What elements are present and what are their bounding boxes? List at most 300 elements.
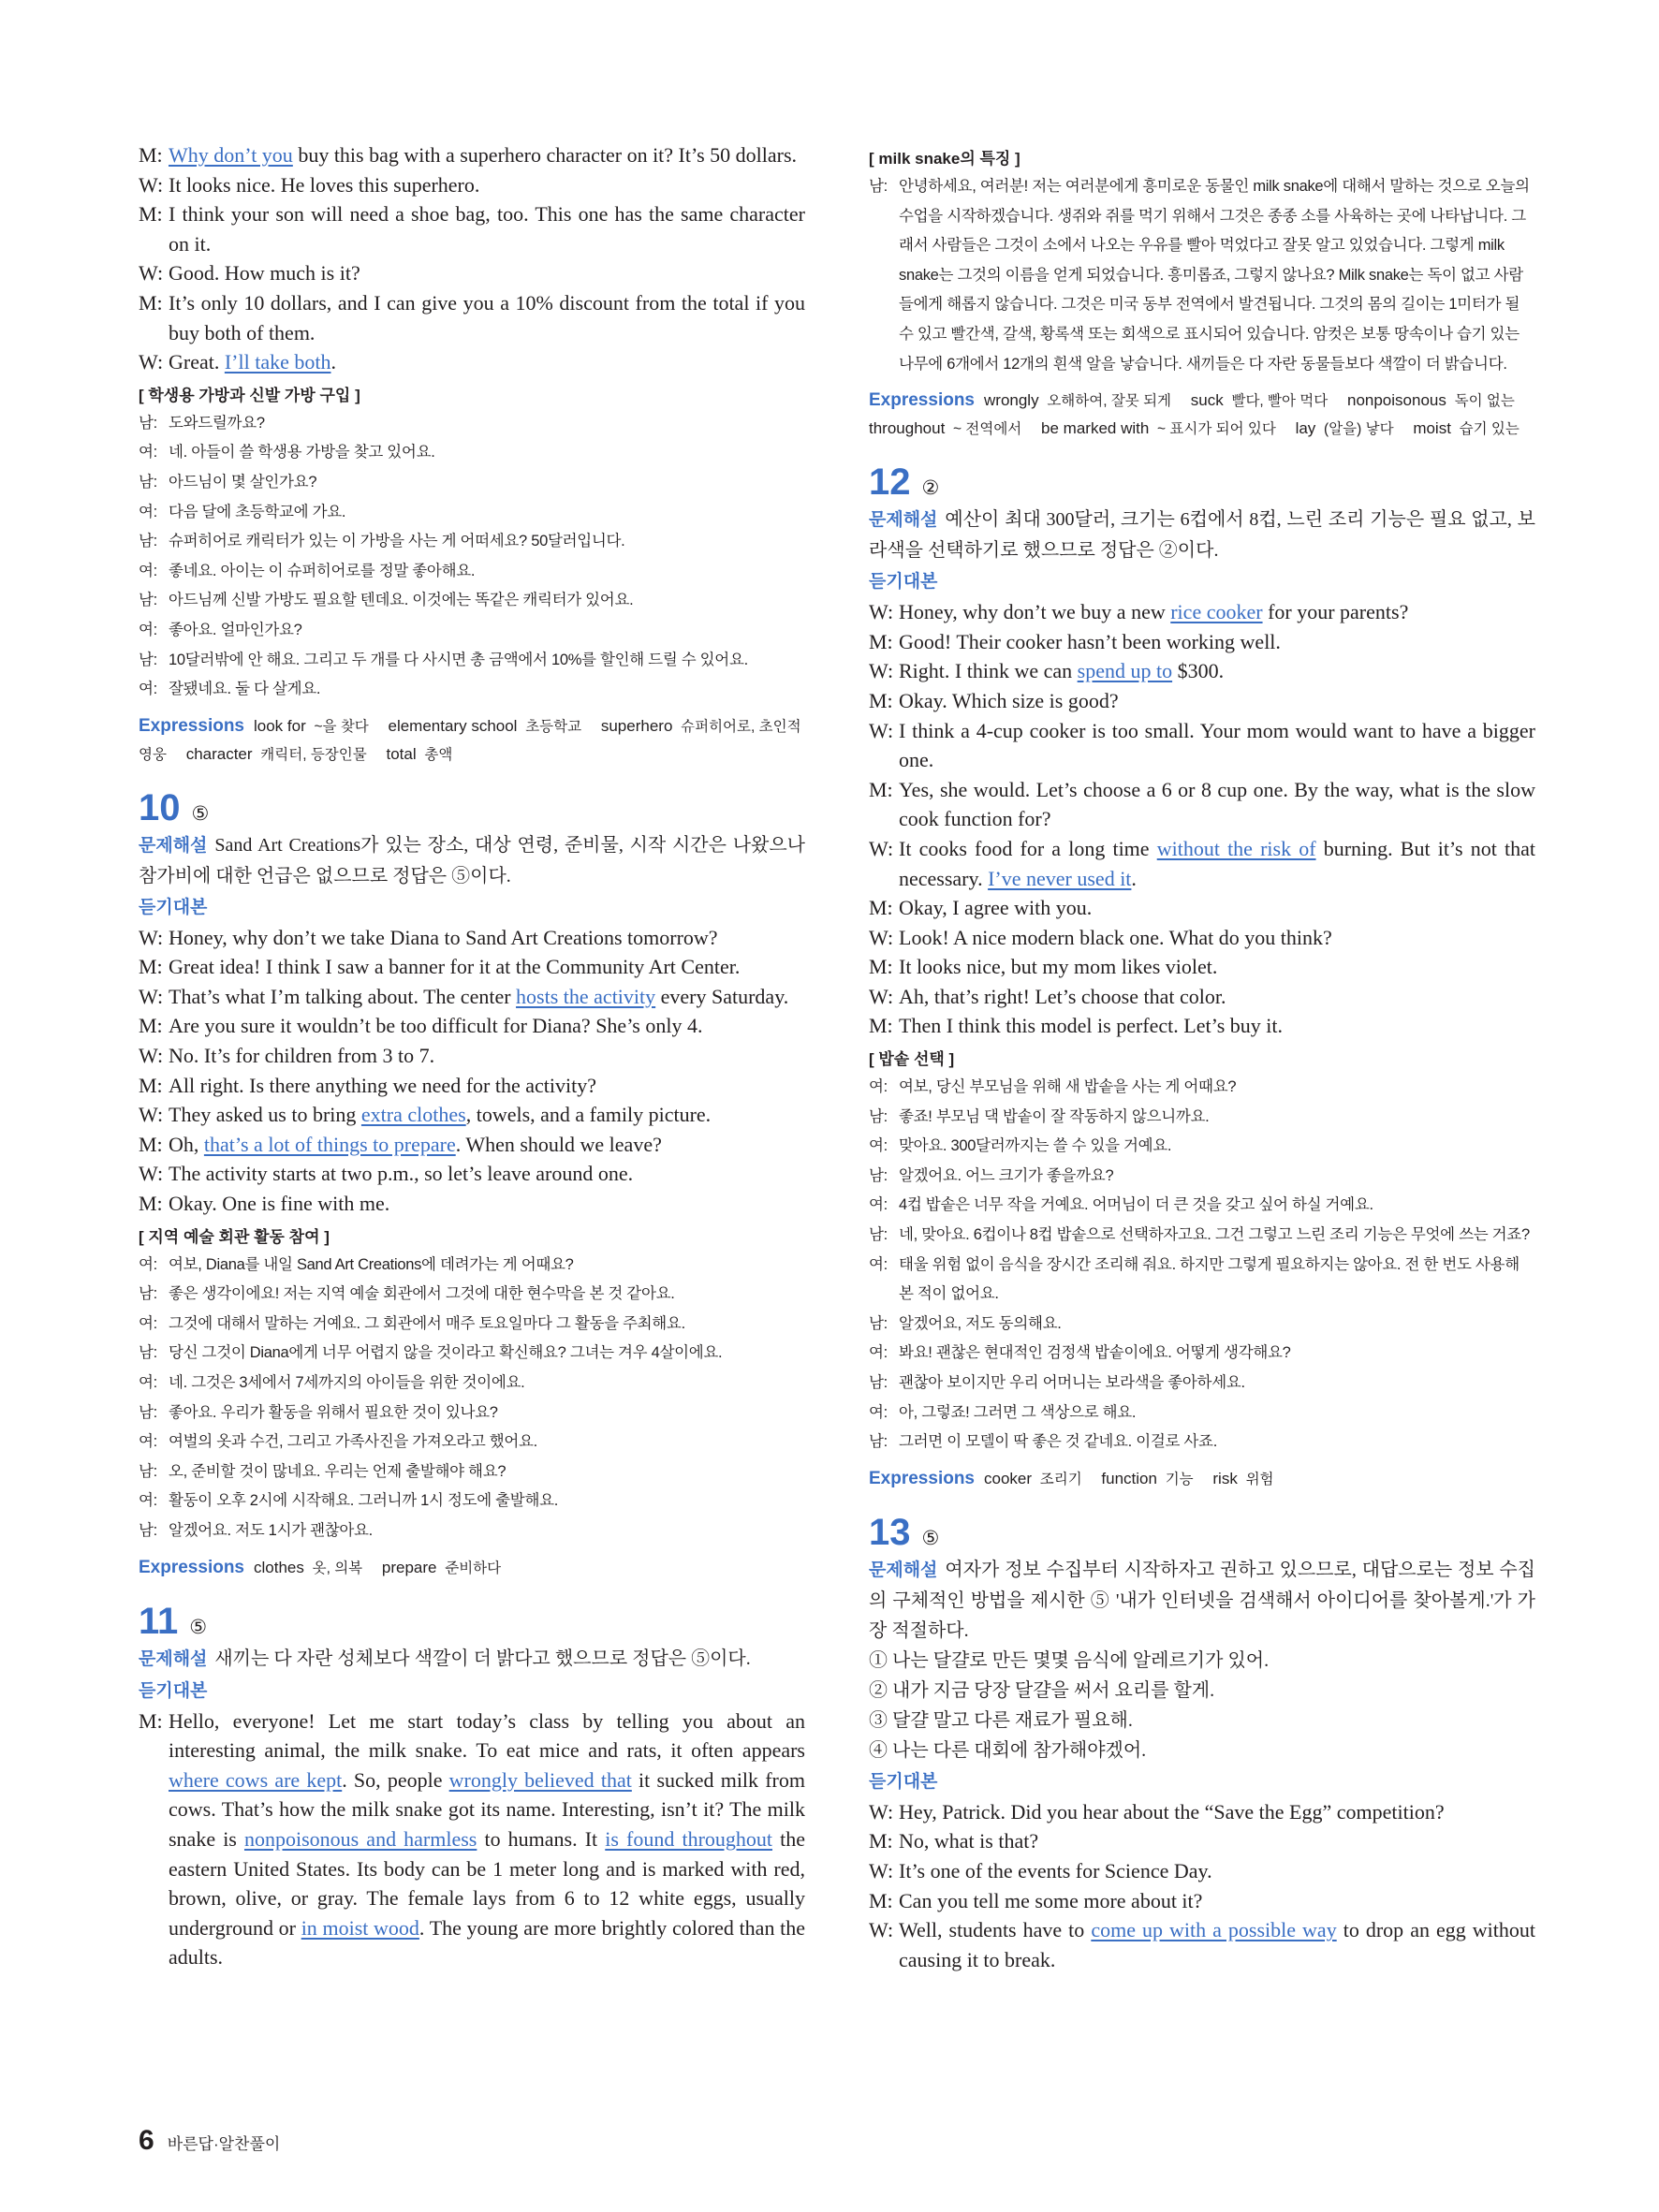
speaker-label: M: [139, 202, 163, 227]
text-run: Look! A nice modern black one. What do you think? [899, 925, 1332, 949]
translation-line [139, 468, 805, 498]
expression-meaning: 습기 있는 [1459, 421, 1520, 438]
translation-text: 여벌의 옷과 수건, 그리고 가족사진을 가져오라고 했어요. [169, 1433, 537, 1451]
text-run: Honey, why don’t we take Diana to Sand Art Creations tomorrow? [169, 925, 718, 949]
dialogue-text [899, 656, 1535, 686]
translation-text: 좋은 생각이에요! 저는 지역 예술 회관에서 그것에 대한 현수막을 본 것 같아요. [169, 1285, 675, 1303]
translation-line [139, 1487, 805, 1516]
text-run: No, what is that? [899, 1829, 1039, 1853]
speaker-label: W: [869, 1799, 894, 1824]
dialogue-line [869, 1011, 1535, 1041]
dialogue-line [869, 597, 1535, 627]
speaker-label: 여: [139, 1255, 157, 1273]
expressions-box [869, 387, 1535, 443]
text-run: It cooks food for a long time [899, 836, 1157, 860]
translation-line [139, 616, 805, 646]
speaker-label: W: [139, 925, 164, 949]
speaker-label: M: [869, 896, 893, 920]
text-run: Hey, Patrick. Did you hear about the “Save the Egg” competition? [899, 1799, 1445, 1824]
translation-text: 괜찮아 보이지만 우리 어머니는 보라색을 좋아하세요. [899, 1374, 1245, 1391]
key-phrase: nonpoisonous and harmless [243, 1826, 477, 1851]
translation-line [139, 1310, 805, 1340]
dialogue-text [899, 716, 1535, 775]
speaker-label: 남: [139, 414, 157, 432]
translation-line [869, 1103, 1535, 1133]
speaker-label: M: [139, 1132, 163, 1156]
text-run: burning. But it’s not that necessary. [899, 836, 1535, 890]
text-run: every Saturday. [655, 984, 789, 1008]
dialogue-text [169, 1100, 805, 1130]
dialogue-text [169, 140, 805, 170]
speaker-label: 남: [869, 1433, 888, 1451]
speaker-label: 여: [869, 1255, 888, 1273]
speaker-label: 남: [869, 178, 888, 195]
text-run: The activity starts at two p.m., so let’s leave around one. [169, 1162, 634, 1186]
dialogue-line [869, 627, 1535, 657]
question-number: 12 [869, 461, 911, 504]
expressions-label: Expressions [139, 715, 244, 736]
speaker-label: 남: [869, 1226, 888, 1244]
speaker-label: 여: [139, 562, 157, 579]
translation-line [869, 1251, 1535, 1310]
translation-text: 좋네요. 아이는 이 슈퍼히어로를 정말 좋아해요. [169, 562, 476, 579]
script-label: 듣기대본 [139, 1680, 208, 1701]
expression-meaning: 옷, 의복 [312, 1560, 363, 1576]
expression-meaning: 위험 [1245, 1471, 1274, 1487]
question-header [869, 460, 1535, 505]
page-footer [139, 2125, 280, 2157]
translation-line [869, 1369, 1535, 1399]
speaker-label: M: [139, 1073, 163, 1097]
dialogue-line [139, 288, 805, 347]
expression-meaning: 오해하여, 잘못 되게 [1047, 393, 1172, 410]
expression-term: cooker [984, 1469, 1033, 1487]
translation-line [139, 586, 805, 616]
dialogue-text [899, 1856, 1535, 1886]
key-phrase: that’s a lot of things to prepare [203, 1132, 456, 1156]
speaker-label: 남: [139, 533, 157, 550]
translation-text: 그것에 대해서 말하는 거예요. 그 회관에서 매주 토요일마다 그 활동을 주최해요. [169, 1314, 685, 1332]
expression-term: character [185, 744, 253, 763]
translation-line [139, 409, 805, 439]
translation-text: 좋죠! 부모님 댁 밥솥이 잘 작동하지 않으니까요. [899, 1107, 1210, 1125]
speaker-label: M: [139, 955, 163, 979]
dialogue-text [899, 597, 1535, 627]
text-run: I think your son will need a shoe bag, too. This one has the same character on it. [169, 202, 805, 256]
speaker-label: 여: [139, 1433, 157, 1451]
speaker-label: W: [139, 1162, 164, 1186]
expression-meaning: ~ 전역에서 [953, 421, 1022, 438]
expression-meaning: 캐릭터, 등장인물 [260, 746, 367, 763]
speaker-label: 남: [869, 1107, 888, 1125]
expressions-box [869, 1465, 1535, 1493]
speaker-label: 남: [139, 1403, 157, 1421]
speaker-label: 남: [139, 592, 157, 609]
text-run: Honey, why don’t we buy a new [899, 600, 1171, 624]
translation-text: 아드님께 신발 가방도 필요할 텐데요. 이것에는 똑같은 캐릭터가 있어요. [169, 592, 634, 609]
key-phrase: Why don’t you [169, 143, 293, 167]
speaker-label: W: [869, 836, 894, 860]
speaker-label: W: [869, 600, 894, 624]
expression-term: risk [1212, 1469, 1238, 1487]
key-phrase: wrongly believed that [448, 1767, 632, 1792]
dialogue-text [899, 1915, 1535, 1974]
expression-term: elementary school [388, 716, 518, 735]
speaker-label: M: [869, 955, 893, 979]
translation-line [139, 1516, 805, 1546]
page-number: 6 [139, 2125, 154, 2156]
translation-line [869, 1191, 1535, 1221]
speaker-label: M: [869, 688, 893, 712]
dialogue-line [869, 656, 1535, 686]
translation-text: 잘됐네요. 둘 다 살게요. [169, 681, 321, 698]
translation-text: 네. 아들이 쓸 학생용 가방을 찾고 있어요. [169, 444, 435, 461]
text-run: Yes, she would. Let’s choose a 6 or 8 cup one. By the way, what is the slow cook function for? [899, 777, 1535, 831]
script-label: 듣기대본 [139, 897, 208, 917]
script-label: 듣기대본 [869, 1771, 938, 1792]
translation-line [139, 675, 805, 705]
text-run: Good! Their cooker hasn’t been working well. [899, 629, 1281, 653]
translation-line [139, 646, 805, 676]
speaker-label: W: [139, 350, 164, 374]
explanation-label: 문제해설 [139, 1648, 208, 1669]
answer-option: ③ 달걀 말고 다른 재료가 필요해. [869, 1709, 1133, 1731]
section-heading: [ 학생용 가방과 신발 가방 구입 ] [139, 386, 360, 404]
explanation-text: Sand Art Creations가 있는 장소, 대상 연령, 준비물, 시작 시간은 나왔으나 참가비에 대한 언급은 없으므로 정답은 ⑤이다. [139, 834, 805, 886]
translation-text: 4컵 밥솥은 너무 작을 거예요. 어머님이 더 큰 것을 갖고 싶어 하실 거예요. [899, 1196, 1373, 1214]
speaker-label: W: [139, 1044, 164, 1068]
answer-mark: ⑤ [921, 1526, 940, 1549]
speaker-label: M: [139, 1708, 163, 1733]
dialogue-text [899, 627, 1535, 657]
script-label: 듣기대본 [869, 572, 938, 593]
dialogue-line [139, 258, 805, 288]
text-run: to drop an egg without causing it to break. [899, 1918, 1535, 1971]
speaker-label: W: [869, 984, 894, 1008]
dialogue-text [169, 1189, 805, 1219]
translation-text: 당신 그것이 Diana에게 너무 어렵지 않을 것이라고 확신해요? 그녀는 겨우 4살이에요. [169, 1344, 723, 1362]
translation-line [139, 1399, 805, 1428]
translation-line [869, 1221, 1535, 1251]
dialogue-line [139, 1707, 805, 1972]
dialogue-line [869, 1886, 1535, 1916]
translation-line [139, 1428, 805, 1458]
translation-line [139, 1458, 805, 1487]
speaker-label: 남: [139, 473, 157, 491]
text-run: Well, students have to [899, 1918, 1092, 1942]
text-run: Hello, everyone! Let me start today’s class by telling you about an interesting animal, the milk snake. To eat mice and rats, it often appears [169, 1708, 805, 1763]
translation-text: 알겠어요. 저도 1시가 괜찮아요. [169, 1521, 373, 1539]
speaker-label: W: [869, 925, 894, 949]
key-phrase: without the risk of [1156, 836, 1316, 860]
speaker-label: W: [869, 1918, 894, 1942]
dialogue-line [869, 716, 1535, 775]
translation-line [869, 1162, 1535, 1192]
speaker-label: W: [139, 1103, 164, 1127]
expression-term: suck [1190, 391, 1224, 410]
text-run: It’s one of the events for Science Day. [899, 1858, 1212, 1882]
text-run: I think a 4-cup cooker is too small. Your mom would want to have a bigger one. [899, 718, 1535, 772]
text-run: Great. [169, 350, 225, 374]
dialogue-text [899, 775, 1535, 834]
text-run: All right. Is there anything we need for the activity? [169, 1073, 596, 1097]
expressions-label: Expressions [869, 390, 975, 411]
text-run: Are you sure it wouldn’t be too difficult for Diana? She’s only 4. [169, 1014, 703, 1038]
key-phrase: I’ve never used it [988, 866, 1132, 890]
explanation-text: 예산이 최대 300달러, 크기는 6컵에서 8컵, 느린 조리 기능은 필요 없고, 보라색을 선택하기로 했으므로 정답은 ②이다. [869, 509, 1535, 562]
dialogue-line [869, 1856, 1535, 1886]
translation-text: 그러면 이 모델이 딱 좋은 것 같네요. 이걸로 사죠. [899, 1433, 1217, 1451]
speaker-label: 남: [139, 1285, 157, 1303]
dialogue-text [899, 1011, 1535, 1041]
translation-line [869, 1132, 1535, 1162]
key-phrase: spend up to [1077, 659, 1173, 683]
answer-mark: ⑤ [189, 1615, 208, 1638]
text-run: , towels, and a family picture. [465, 1103, 712, 1127]
explanation [869, 1555, 1535, 1646]
speaker-label: 여: [139, 503, 157, 520]
dialogue-line [139, 923, 805, 953]
text-run: Okay. One is fine with me. [169, 1192, 390, 1216]
text-run: It’s only 10 dollars, and I can give you a 10% discount from the total if you buy both of them. [169, 290, 805, 344]
expression-term: be marked with [1041, 419, 1150, 438]
translation-line [869, 1428, 1535, 1458]
expression-meaning: ~을 찾다 [314, 718, 369, 735]
speaker-label: 남: [139, 651, 157, 668]
dialogue-line [869, 686, 1535, 716]
translation-line [139, 1251, 805, 1281]
left-column [139, 140, 805, 1972]
dialogue-text [899, 1826, 1535, 1856]
explanation-text: 여자가 정보 수집부터 시작하자고 권하고 있으므로, 대답으로는 정보 수집의 구체적인 방법을 제시한 ⑤ '내가 인터넷을 검색해서 아이디어를 찾아볼게.'가 가장 적절하다. [869, 1559, 1535, 1641]
translation-text: 아, 그렇죠! 그러면 그 색상으로 해요. [899, 1403, 1137, 1421]
speaker-label: M: [869, 629, 893, 653]
section-heading: [ 지역 예술 회관 활동 참여 ] [139, 1227, 330, 1246]
dialogue-line [869, 893, 1535, 923]
text-run: Oh, [169, 1132, 204, 1156]
dialogue-line [869, 1797, 1535, 1827]
expression-term: moist [1413, 419, 1451, 438]
dialogue-line [869, 923, 1535, 953]
expression-meaning: 총액 [424, 746, 453, 763]
dialogue-text [899, 952, 1535, 982]
expression-term: lay [1295, 419, 1316, 438]
dialogue-line [869, 1826, 1535, 1856]
speaker-label: W: [139, 172, 164, 197]
translation-text: 10달러밖에 안 해요. 그리고 두 개를 다 사시면 총 금액에서 10%를 할인해 드릴 수 있어요. [169, 651, 748, 668]
dialogue-line [869, 982, 1535, 1012]
section-heading: [ milk snake의 특징 ] [869, 150, 1020, 168]
text-run: Can you tell me some more about it? [899, 1888, 1203, 1912]
text-run: Ah, that’s right! Let’s choose that color. [899, 984, 1226, 1008]
text-run: . [1131, 866, 1137, 890]
dialogue-line [869, 952, 1535, 982]
speaker-label: M: [139, 143, 163, 167]
translation-line [869, 1073, 1535, 1103]
question-number: 10 [139, 786, 181, 828]
speaker-label: W: [139, 984, 164, 1008]
speaker-label: M: [139, 1192, 163, 1216]
answer-option: ① 나는 달걀로 만든 몇몇 음식에 알레르기가 있어. [869, 1649, 1270, 1671]
key-phrase: rice cooker [1170, 600, 1263, 624]
dialogue-text [899, 1886, 1535, 1916]
translation-text: 네, 맞아요. 6컵이나 8컵 밥솥으로 선택하자고요. 그건 그렇고 느린 조리 기능은 무엇에 쓰는 거죠? [899, 1226, 1530, 1244]
dialogue-text [899, 982, 1535, 1012]
speaker-label: M: [139, 1014, 163, 1038]
explanation-text: 새끼는 다 자란 성체보다 색깔이 더 밝다고 했으므로 정답은 ⑤이다. [214, 1648, 751, 1669]
text-run: It looks nice, but my mom likes violet. [899, 955, 1218, 979]
dialogue-line [139, 1189, 805, 1219]
dialogue-line [139, 1041, 805, 1071]
text-run: $300. [1172, 659, 1225, 683]
speaker-label: 남: [869, 1374, 888, 1391]
answer-mark: ⑤ [191, 801, 210, 825]
expression-meaning: 초등학교 [525, 718, 582, 735]
text-run: Then I think this model is perfect. Let’s buy it. [899, 1014, 1283, 1038]
dialogue-text [169, 1130, 805, 1160]
key-phrase: in moist wood [301, 1915, 419, 1940]
question-number: 13 [869, 1511, 911, 1553]
text-run: it sucked milk from cows. That’s how the milk snake got its name. Interesting, isn’t it? The milk snake is [169, 1767, 805, 1851]
expression-term: superhero [600, 716, 673, 735]
speaker-label: W: [869, 1858, 894, 1882]
text-run: the eastern United States. Its body can be 1 meter long and is marked with red, brown, olive, or gray. The female lays from 6 to 12 white eggs, usually underground or [169, 1826, 805, 1940]
translation-text: 여보, 당신 부모님을 위해 새 밥솥을 사는 게 어때요? [899, 1078, 1237, 1096]
text-run: Good. How much is it? [169, 261, 360, 286]
dialogue-line [139, 952, 805, 982]
expression-meaning: 준비하다 [445, 1560, 502, 1576]
translation-text: 슈퍼히어로 캐릭터가 있는 이 가방을 사는 게 어떠세요? 50달러입니다. [169, 533, 625, 550]
dialogue-line [869, 834, 1535, 893]
expressions-label: Expressions [139, 1557, 244, 1577]
dialogue-text [899, 893, 1535, 923]
dialogue-text [169, 982, 805, 1012]
translation-text: 아드님이 몇 살인가요? [169, 473, 317, 491]
speaker-label: 여: [139, 681, 157, 698]
explanation [139, 1644, 805, 1675]
text-run: They asked us to bring [169, 1103, 361, 1127]
speaker-label: M: [869, 1888, 893, 1912]
translation-text: 다음 달에 초등학교에 가요. [169, 503, 346, 520]
speaker-label: W: [139, 261, 164, 286]
text-run: buy this bag with a superhero character on it? It’s 50 dollars. [292, 143, 798, 167]
expressions-label: Expressions [869, 1468, 975, 1488]
dialogue-text [169, 347, 805, 377]
expression-term: clothes [254, 1558, 304, 1576]
dialogue-line [139, 170, 805, 200]
text-run: . So, people [342, 1767, 449, 1792]
text-run: No. It’s for children from 3 to 7. [169, 1044, 435, 1068]
explanation [139, 830, 805, 891]
translation-line [139, 557, 805, 587]
dialogue-line [139, 1159, 805, 1189]
dialogue-text [169, 952, 805, 982]
translation-line [869, 1310, 1535, 1340]
expression-meaning: 기능 [1165, 1471, 1194, 1487]
explanation-label: 문제해설 [869, 1560, 938, 1580]
speaker-label: 여: [139, 1314, 157, 1332]
translation-text: 좋아요. 얼마인가요? [169, 621, 302, 638]
translation-text: 오, 준비할 것이 많네요. 우리는 언제 출발해야 해요? [169, 1462, 507, 1480]
expression-term: wrongly [984, 391, 1039, 410]
dialogue-text [899, 923, 1535, 953]
translation-line [869, 1399, 1535, 1428]
dialogue-text [899, 834, 1535, 893]
translation-line [139, 527, 805, 557]
expression-meaning: 독이 없는 [1454, 393, 1515, 410]
expressions-box [139, 1554, 805, 1582]
translation-text: 여보, Diana를 내일 Sand Art Creations에 데려가는 게 어때요? [169, 1255, 574, 1273]
translation-line [869, 1339, 1535, 1369]
expression-meaning: 조리기 [1039, 1471, 1082, 1487]
text-run: Great idea! I think I saw a banner for it at the Community Art Center. [169, 955, 741, 979]
speaker-label: 여: [869, 1137, 888, 1155]
text-run: Right. I think we can [899, 659, 1078, 683]
key-phrase: hosts the activity [516, 984, 656, 1008]
expression-term: throughout [869, 419, 946, 438]
dialogue-text [169, 288, 805, 347]
expression-meaning: (알을) 낳다 [1324, 421, 1394, 438]
explanation-label: 문제해설 [139, 835, 208, 856]
speaker-label: 여: [139, 621, 157, 638]
translation-text: 봐요! 괜찮은 현대적인 검정색 밥솥이에요. 어떻게 생각해요? [899, 1344, 1291, 1362]
dialogue-line [139, 140, 805, 170]
key-phrase: where cows are kept [169, 1767, 343, 1792]
question-header [869, 1510, 1535, 1555]
speaker-label: 남: [139, 1344, 157, 1362]
dialogue-text [169, 258, 805, 288]
dialogue-line [139, 1130, 805, 1160]
dialogue-line [869, 775, 1535, 834]
translation-text: 맞아요. 300달러까지는 쓸 수 있을 거예요. [899, 1137, 1172, 1155]
speaker-label: M: [139, 290, 163, 315]
speaker-label: 여: [869, 1403, 888, 1421]
dialogue-line [139, 1100, 805, 1130]
translation-line [869, 172, 1535, 379]
speaker-label: 남: [139, 1521, 157, 1539]
expression-term: total [386, 744, 417, 763]
expression-term: nonpoisonous [1346, 391, 1446, 410]
answer-option: ④ 나는 다른 대회에 참가해야겠어. [869, 1739, 1147, 1761]
text-run: . The young are more brightly colored than the adults. [169, 1915, 805, 1970]
translation-text: 안녕하세요, 여러분! 저는 여러분에게 흥미로운 동물인 milk snake에 대해서 말하는 것으로 오늘의 수업을 시작하겠습니다. 생쥐와 쥐를 먹기 위해서 그것은 종종 소를 사육하는 곳에 나타납니다. 그래서 사람들은 그것이 소에서 나오는 우유를 빨아 먹었다고 잘못 알고 있었습니다. 그렇게 milk snake는 그것의 이름을 얻게 되었습니다. 흥미롭죠, 그렇지 않나요? Milk snake는 독이 없고 사람들에게 해롭지 않습니다. 그것은 미국 동부 전역에서 발견됩니다. 그것의 몸의 길이는 1미터가 될 수 있고 빨간색, 갈색, 황록색 또는 회색으로 표시되어 있습니다. 암컷은 보통 땅속이나 습기 있는 나무에 6개에서 12개의 흰색 알을 낳습니다. 새끼들은 다 자란 동물들보다 색깔이 더 밝습니다. [899, 178, 1530, 373]
dialogue-text [169, 1041, 805, 1071]
speaker-label: W: [869, 718, 894, 742]
key-phrase: come up with a possible way [1091, 1918, 1337, 1942]
dialogue-line [139, 199, 805, 258]
expression-meaning: ~ 표시가 되어 있다 [1157, 421, 1276, 438]
dialogue-text [169, 170, 805, 200]
translation-text: 알겠어요. 어느 크기가 좋을까요? [899, 1166, 1114, 1184]
translation-text: 네. 그것은 3세에서 7세까지의 아이들을 위한 것이에요. [169, 1374, 525, 1391]
translation-text: 좋아요. 우리가 활동을 위해서 필요한 것이 있나요? [169, 1403, 498, 1421]
translation-line [139, 1280, 805, 1310]
dialogue-text [169, 1707, 805, 1972]
dialogue-line [139, 982, 805, 1012]
dialogue-text [899, 686, 1535, 716]
question-header [139, 1599, 805, 1644]
translation-text: 도와드릴까요? [169, 414, 265, 432]
expressions-box [139, 712, 805, 769]
text-run: It looks nice. He loves this superhero. [169, 172, 480, 197]
speaker-label: 남: [869, 1166, 888, 1184]
speaker-label: 여: [869, 1078, 888, 1096]
translation-line [139, 498, 805, 528]
speaker-label: M: [869, 1829, 893, 1853]
speaker-label: M: [869, 777, 893, 801]
dialogue-line [139, 347, 805, 377]
translation-line [139, 438, 805, 468]
